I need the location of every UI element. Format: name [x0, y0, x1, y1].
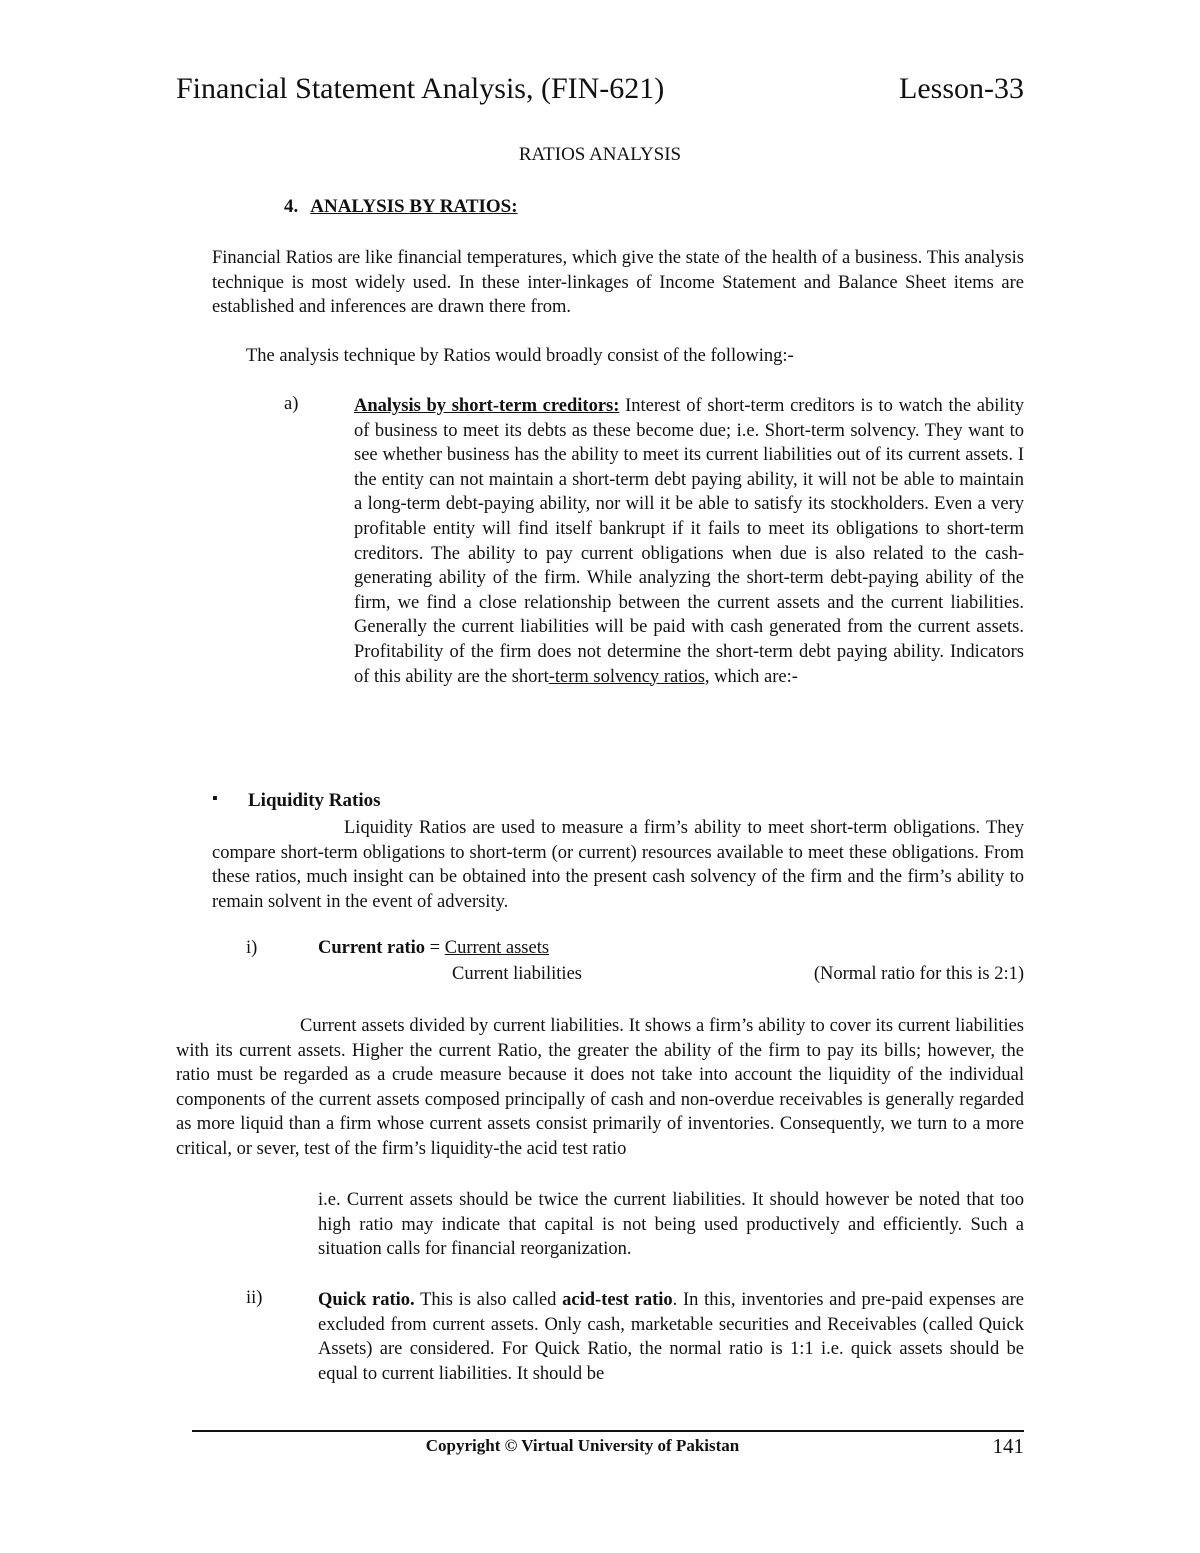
current-ratio-ie-note: i.e. Current assets should be twice the current liabilities. It should however be noted that too high ratio may indicate that capital is not being used productively and efficiently. Such a situation calls for financial reorganization.: [318, 1190, 1024, 1260]
quick-ratio-label: Quick ratio.: [318, 1290, 415, 1310]
section-number: 4.: [284, 196, 299, 217]
quick-ratio-marker: ii): [246, 1288, 263, 1308]
current-ratio-label: Current ratio: [318, 938, 426, 958]
intro-paragraph: Financial Ratios are like financial temperatures, which give the state of the health of a business. This analysis technique is most widely used. In these inter-linkages of Income Statement and Balance Sheet items are established and inferences are drawn there from.: [212, 248, 1024, 318]
page-header: [176, 72, 1024, 116]
acid-test-label: acid-test ratio: [562, 1290, 673, 1310]
item-a-marker: a): [284, 394, 299, 414]
equals-sign: =: [425, 938, 445, 958]
formula-numerator: Current assets: [444, 938, 550, 958]
footer-divider: [192, 1430, 1024, 1432]
quick-ratio-paragraph: [318, 1288, 1024, 1386]
lesson-label: Lesson-33: [899, 72, 1024, 105]
current-ratio-marker: i): [246, 938, 258, 958]
liquidity-heading: Liquidity Ratios: [248, 790, 381, 811]
quick-ratio-text-end: . In this, inventories and pre-paid expenses are excluded from current assets. Only cash, marketable securities and Receivables (called Quick Assets) are considered. For Quick Ratio, the normal ratio is 1:1 i.e. quick assets should be equal to current liabilities. It should be: [318, 1290, 1024, 1384]
page-title: RATIOS ANALYSIS: [518, 144, 682, 165]
page-number: 141: [992, 1434, 1024, 1458]
item-a-heading: Analysis by short-term creditors:: [354, 396, 620, 416]
section-heading: [284, 196, 518, 218]
item-a-text: Interest of short-term creditors is to watch the ability of business to meet its debts as these become due; i.e. Short-term solvency. They want to see whether business has the ability to meet its current liabilities out of its current assets. I the entity can not maintain a short-term debt paying ability, it will not be able to maintain a long-term debt-paying ability, nor will it be able to satisfy its stockholders. Even a very profitable entity will find itself bankrupt if it fails to meet its obligations to short-term creditors. The ability to pay current obligations when due is also related to the cash-generating ability of the firm. While analyzing the short-term debt-paying ability of the firm, we find a close relationship between the current assets and the current liabilities. Generally the current liabilities will be paid with cash generated from the current assets. Profitability of the firm does not determine the short-term debt paying ability. Indicators of this ability are the short: [354, 396, 1025, 687]
liquidity-paragraph: Liquidity Ratios are used to measure a firm’s ability to meet short-term obligations. They compare short-term obligations to short-term (or current) resources available to meet these obligations. From these ratios, much insight can be obtained into the present cash solvency of the firm and the firm’s ability to remain solvent in the event of adversity.: [212, 818, 1024, 912]
item-a-paragraph: [354, 394, 1024, 689]
item-a-underlined: -term solvency ratios,: [548, 666, 710, 687]
section-title: ANALYSIS BY RATIOS:: [310, 196, 518, 217]
footer-copyright: Copyright © Virtual University of Pakistan: [425, 1436, 740, 1455]
broad-paragraph: The analysis technique by Ratios would broadly consist of the following:-: [246, 346, 794, 366]
normal-ratio-note: (Normal ratio for this is 2:1): [813, 964, 1024, 984]
course-title: Financial Statement Analysis, (FIN-621): [176, 72, 665, 105]
current-ratio-formula: [318, 938, 549, 959]
formula-denominator: Current liabilities: [452, 964, 582, 984]
quick-ratio-text: This is also called: [414, 1290, 563, 1310]
bullet-icon: ▪: [212, 790, 218, 807]
item-a-text-end: which are:-: [709, 666, 798, 687]
current-ratio-explanation: Current assets divided by current liabilities. It shows a firm’s ability to cover its current liabilities with its current assets. Higher the current Ratio, the greater the ability of the firm to pay its bills; however, the ratio must be regarded as a crude measure because it does not take into account the liquidity of the individual components of the current assets composed principally of cash and non-overdue receivables is generally regarded as more liquid than a firm whose current assets consist primarily of inventories. Consequently, we turn to a more critical, or sever, test of the firm’s liquidity-the acid test ratio: [176, 1016, 1024, 1159]
